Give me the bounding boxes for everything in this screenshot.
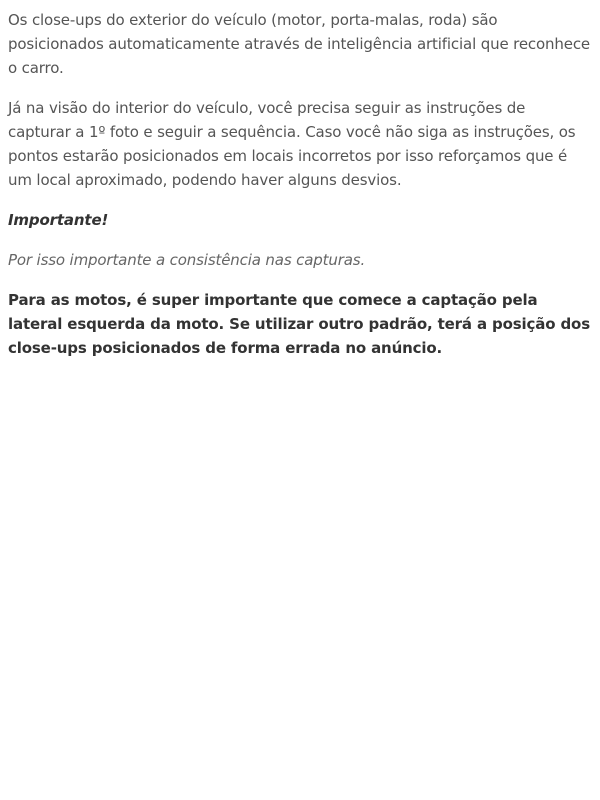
important-label: Importante!: [8, 211, 109, 229]
exterior-closeups-paragraph: Os close-ups do exterior do veículo (motor, porta-malas, roda) são posicionados automaticamente através de inteligência artificial que reconhece o carro.: [8, 11, 590, 77]
motorcycle-warning-paragraph: Para as motos, é super importante que comece a captação pela lateral esquerda da moto. Se utilizar outro padrão, terá a posição dos close-ups posicionados de forma errada no anúncio.: [8, 291, 590, 357]
consistency-note: Por isso importante a consistência nas capturas.: [8, 251, 366, 269]
interior-instructions-paragraph: Já na visão do interior do veículo, você precisa seguir as instruções de capturar a 1º foto e seguir a sequência. Caso você não siga as instruções, os pontos estarão posicionados em locais incorretos por isso reforçamos que é um local aproximado, podendo haver alguns desvios.: [8, 99, 576, 189]
article-body: [0, 0, 600, 360]
